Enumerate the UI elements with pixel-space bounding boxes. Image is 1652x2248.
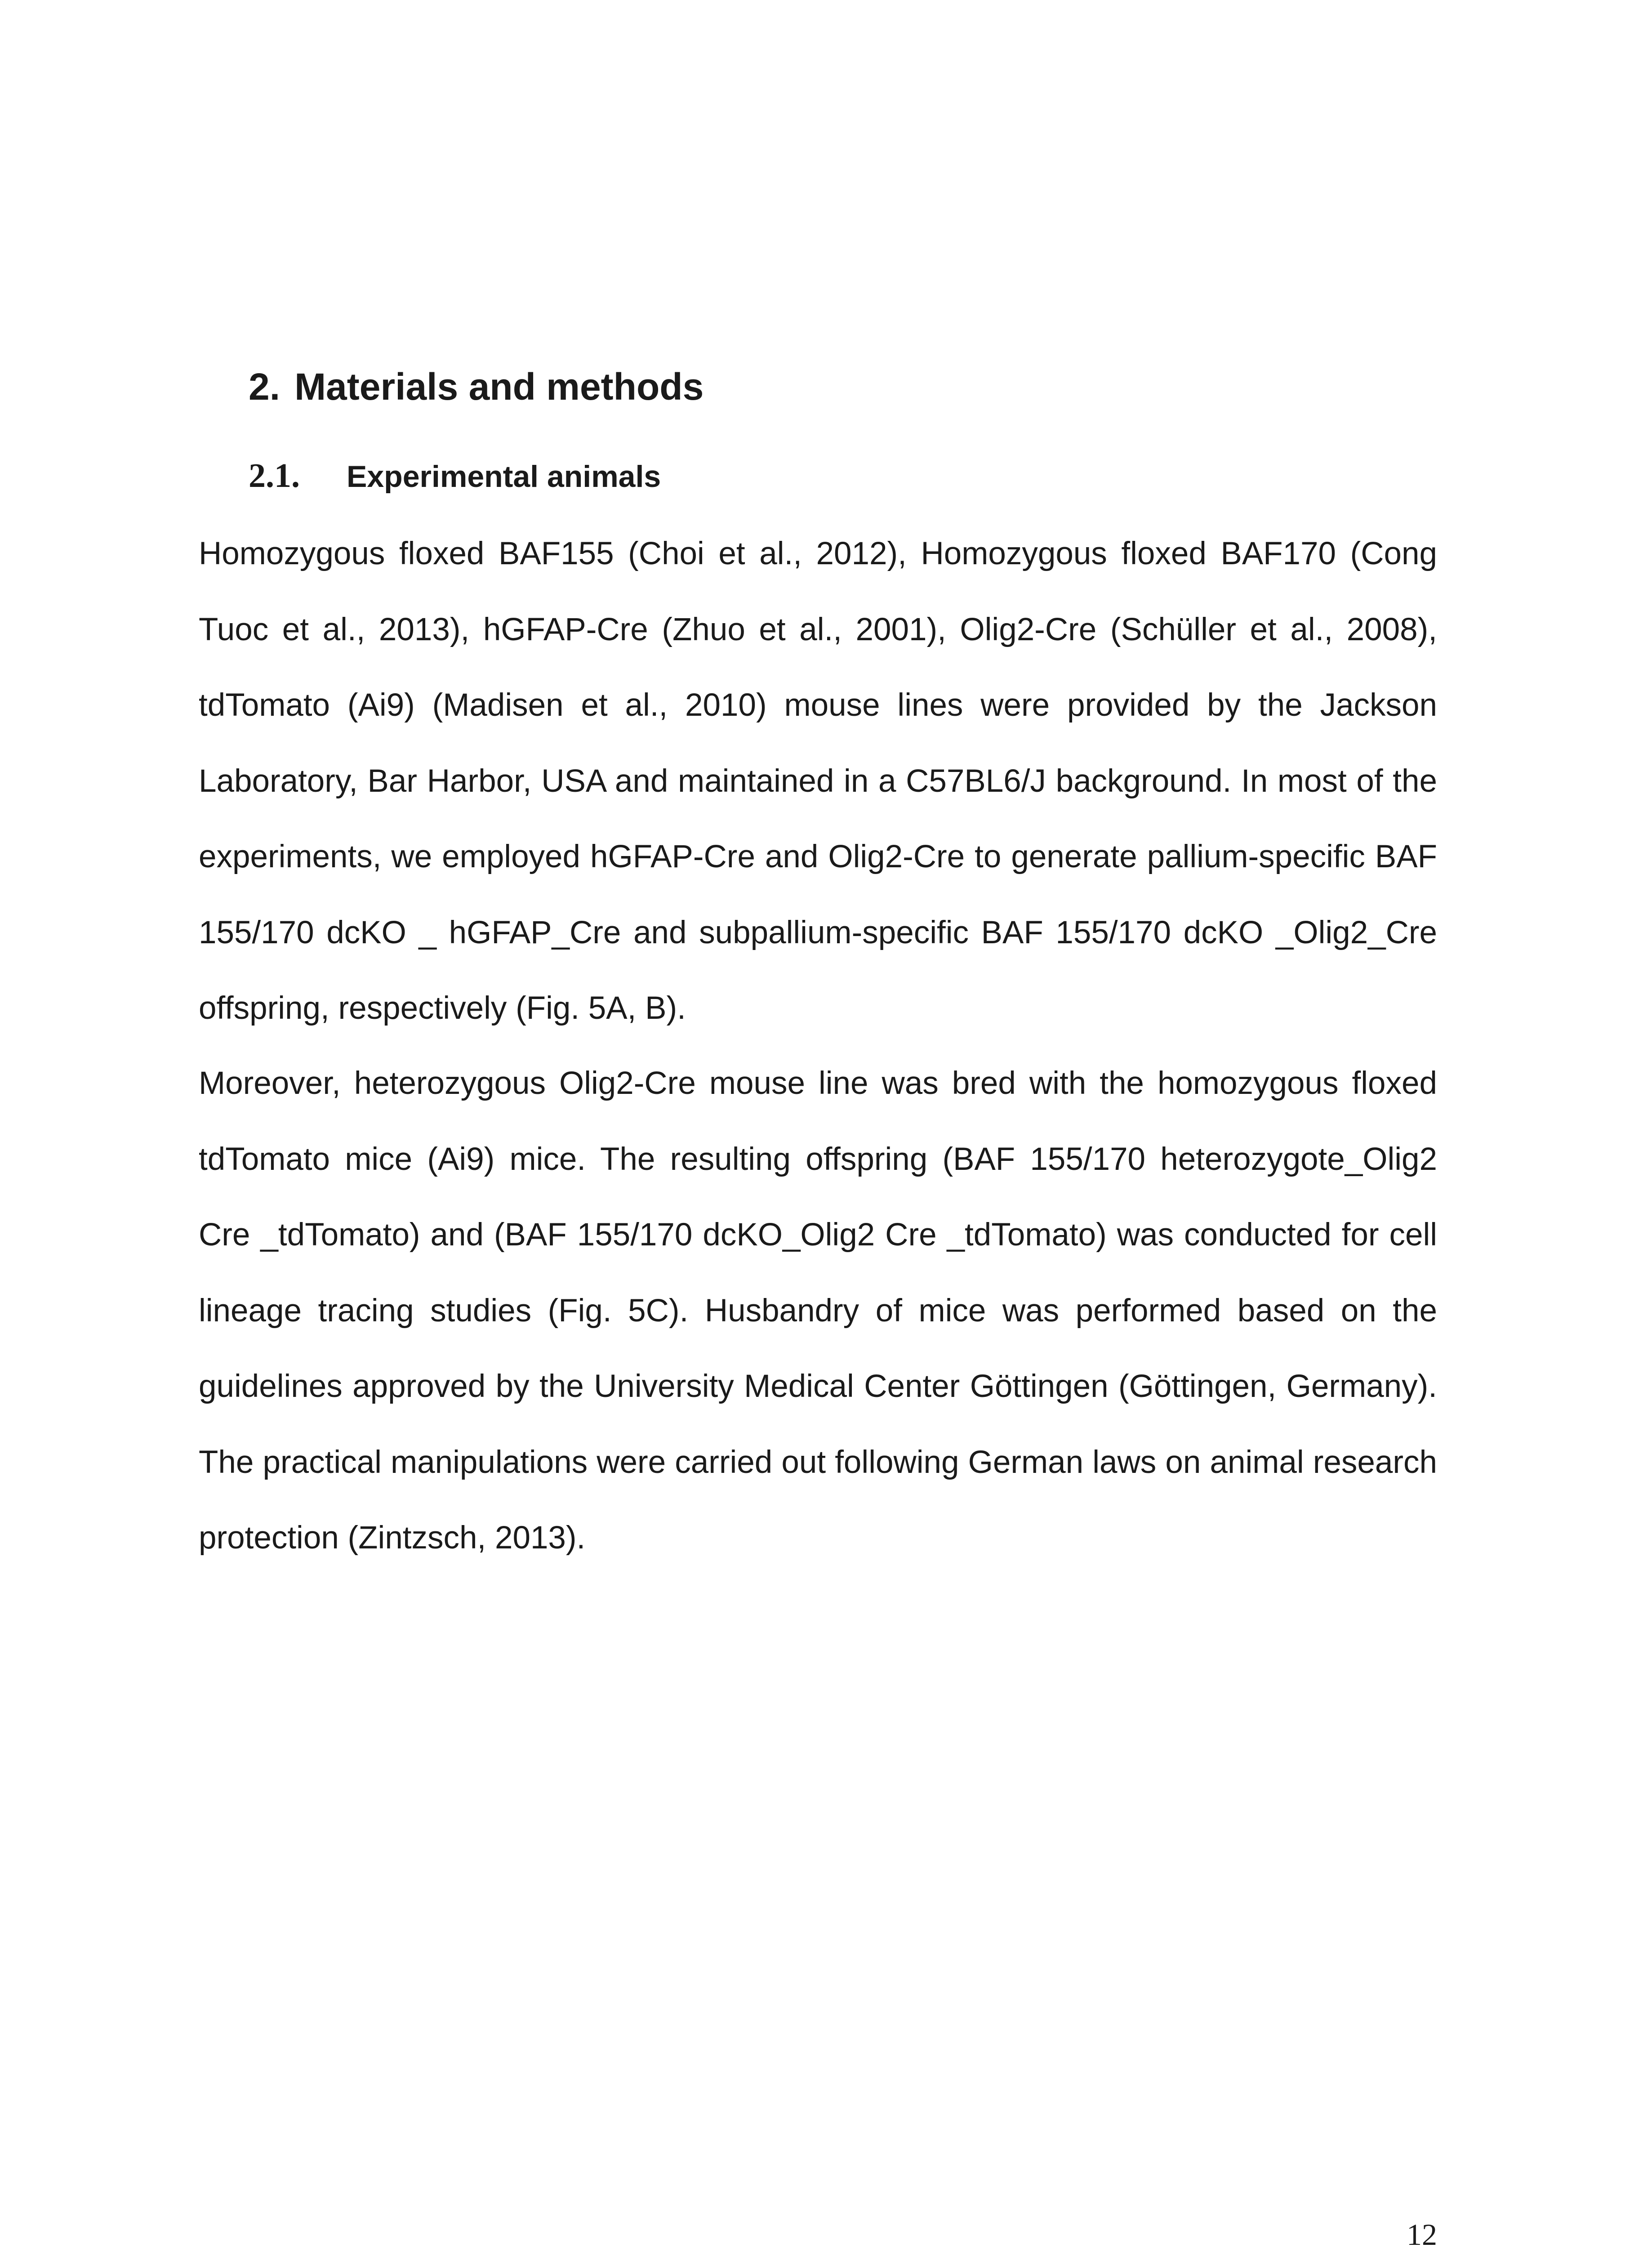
chapter-heading xyxy=(249,360,704,414)
paragraph: Moreover, heterozygous Olig2-Cre mouse line was bred with the homozygous floxed tdTomato mice (Ai9) mice. The resulting offspring (BAF 155/170 heterozygote_Olig2 Cre _tdTomato) and (BAF 155/170 dcKO_Olig2 Cre _tdTomato) was conducted for cell lineage tracing studies (Fig. 5C). Husbandry of mice was performed based on the guidelines approved by the University Medical Center Göttingen (Göttingen, Germany). The practical manipulations were carried out following German laws on animal research protection (Zintzsch, 2013). xyxy=(199,1066,1437,1556)
chapter-title: Materials and methods xyxy=(294,366,704,408)
section-title: Experimental animals xyxy=(347,459,661,494)
section-heading xyxy=(249,449,661,511)
page-number: 12 xyxy=(1407,2217,1437,2248)
chapter-number: 2. xyxy=(249,366,281,408)
section-number: 2.1. xyxy=(249,457,300,495)
paragraph: Homozygous floxed BAF155 (Choi et al., 2012), Homozygous floxed BAF170 (Cong Tuoc et al., 2013), hGFAP-Cre (Zhuo et al., 2001), Olig2-Cre (Schüller et al., 2008), tdTomato (Ai9) (Madisen et al., 2010) mouse lines were provided by the Jackson Laboratory, Bar Harbor, USA and maintained in a C57BL6/J background. In most of the experiments, we employed hGFAP-Cre and Olig2-Cre to generate pallium-specific BAF 155/170 dcKO _ hGFAP_Cre and subpallium-specific BAF 155/170 dcKO _Olig2_Cre offspring, respectively (Fig. 5A, B). xyxy=(199,536,1437,1026)
